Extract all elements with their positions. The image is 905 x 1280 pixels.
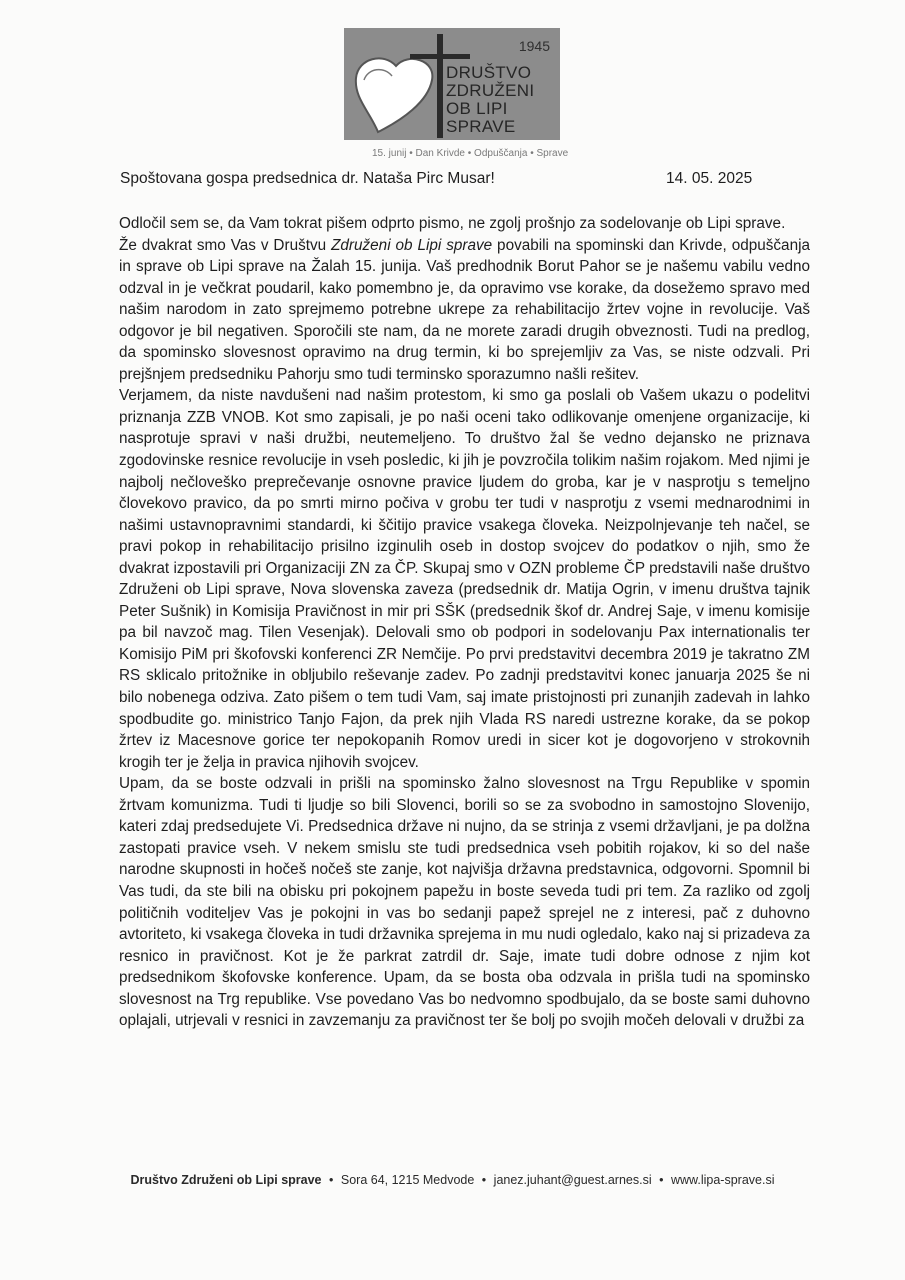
paragraph-text: Že dvakrat smo Vas v Društvu (119, 236, 332, 254)
logo-year: 1945 (518, 38, 550, 54)
logo-name (446, 64, 534, 136)
organization-name-italic: Združeni ob Lipi sprave (331, 236, 493, 254)
logo-name-line: OB LIPI (446, 99, 508, 118)
organization-logo (344, 28, 569, 170)
footer-separator: • (329, 1173, 334, 1187)
footer-separator: • (481, 1173, 487, 1187)
footer-address: Sora 64, 1215 Medvode (340, 1173, 475, 1187)
footer-organization: Društvo Združeni ob Lipi sprave (130, 1173, 322, 1187)
paragraph (119, 235, 810, 386)
letter-footer (0, 1173, 905, 1187)
footer-email[interactable]: janez.juhant@guest.arnes.si (493, 1173, 652, 1187)
letter-body (119, 213, 810, 1032)
paragraph: Upam, da se boste odzvali in prišli na spominsko žalno slovesnost na Trgu Republike v spomin žrtvam komunizma. Tudi ti ljudje so bili Slovenci, borili so se za svobodno in samostojno Slovenijo, kateri zdaj predsedujete Vi. Predsednica države ni nujno, da se strinja z vsemi državljani, je pa dolžna zastopati pravice vseh. V nekem smislu ste tudi predsednica vseh pobitih rojakov, ki so del naše narodne skupnosti in hočeš nočeš ste zanje, kot najvišja državna predstavnica, odgovorni. Spomnil bi Vas tudi, da ste bili na obisku pri pokojnem papežu in boste seveda tudi pri tem. Za razliko od zgolj političnih voditeljev Vas je pokojni in vas bo sedanji papež sprejel ne z interesi, pač z duhovno avtoriteto, ki vsakega človeka in tudi državnika sprejema in mu nudi ogledalo, kako naj si prizadeva za resnico in pravičnost. Kot je že parkrat zatrdil dr. Saje, imate tudi dobre odnose z njim kot predsednikom škofovske konference. Upam, da se bosta oba odzvala in prišla tudi na spominsko slovesnost na Trg republike. Vse povedano Vas bo nedvomno spodbujalo, da se boste sami duhovno oplajali, utrjevali v resnici in zavzemanju za pravičnost ter še bolj po svojih močeh delovali v družbi za (119, 775, 810, 1030)
logo-name-line: ZDRUŽENI (446, 81, 535, 100)
footer-separator: • (659, 1173, 664, 1187)
paragraph: Odločil sem se, da Vam tokrat pišem odprto pismo, ne zgolj prošnjo za sodelovanje ob Lipi sprave. (119, 215, 786, 232)
logo-name-line: DRUŠTVO (446, 63, 532, 82)
footer-website[interactable]: www.lipa-sprave.si (670, 1173, 775, 1187)
logo-tagline: 15. junij • Dan Krivde • Odpuščanja • Sprave (372, 148, 569, 159)
paragraph: Verjamem, da niste navdušeni nad našim protestom, ki smo ga poslali ob Vašem ukazu o podelitvi priznanja ZZB VNOB. Kot smo zapisali, je po naši oceni tako odlikovanje omenjene organizacije, ki nasprotuje spravi v naši družbi, neutemeljeno. To društvo žal še vedno dejansko ne priznava zgodovinske resnice revolucije in vseh posledic, ki jih je povzročila tolikim našim rojakom. Med njimi je najbolj nečloveško preprečevanje osnovne pravice ljudem do groba, kar je v nasprotju s temeljno človekovo pravico, da po smrti mirno počiva v grobu ter tudi v nasprotju z vsemi mednarodnimi in našimi ustavnopravnimi standardi, ki ščitijo pravice vsakega človeka. Neizpolnjevanje teh načel, se pravi pokop in rehabilitacijo prisilno izginulih oseb in dostop svojcev do podatkov o njih, smo že dvakrat izpostavili pri Organizaciji ZN za ČP. Skupaj smo v OZN probleme ČP predstavili naše društvo Združeni ob Lipi sprave, Nova slovenska zaveza (predsednik dr. Matija Ogrin, v imenu društva tajnik Peter Sušnik) in Komisija Pravičnost in mir pri SŠK (predsednik škof dr. Andrej Saje, v imenu komisije pa bil navzoč mag. Tilen Vesenjak). Delovali smo ob podpori in sodelovanju Pax internationalis ter Komisijo PiM pri škofovski konferenci ZR Nemčije. Po prvi predstavitvi decembra 2019 je takratno ZM RS sklicalo pritožnike in obljubilo reševanje zadev. Po zadnji predstavitvi konec januarja 2025 še ni bilo nobenega odziva. Zato pišem o tem tudi Vam, saj imate pristojnosti pri zunanjih zadevah in lahko spodbudite go. ministrico Tanjo Fajon, da prek njih Vlada RS naredi ustrezne korake, da se pokop žrtev iz Macesnove gorice ter nepokopanih Romov uredi in sicer kot je dogovorjeno v strokovnih krogih ter je želja in pravica njihovih svojcev. (119, 387, 810, 771)
letter-date: 14. 05. 2025 (666, 170, 753, 187)
letter-salutation: Spoštovana gospa predsednica dr. Nataša Pirc Musar! (120, 170, 495, 187)
logo-name-line: SPRAVE (446, 117, 516, 136)
paragraph-text: povabili na spominski dan Krivde, odpuščanja in sprave ob Lipi sprave na Žalah 15. junija. Vaš predhodnik Borut Pahor se je našemu vabilu vedno odzval in je večkrat poudaril, kako pomembno je, da opravimo vse korake, da dosežemo spravo med našim narodom in zato sprejmemo potrebne ukrepe za rehabilitacijo žrtev vojne in revolucije. Vaš odgovor je bil negativen. Sporočili ste nam, da ne morete zaradi drugih obveznosti. Tudi na predlog, da spominsko slovesnost opravimo na drug termin, ki bo sprejemljiv za Vas, se niste odzvali. Pri prejšnjem predsedniku Pahorju smo tudi terminsko sporazumno našli rešitev. (119, 236, 810, 383)
